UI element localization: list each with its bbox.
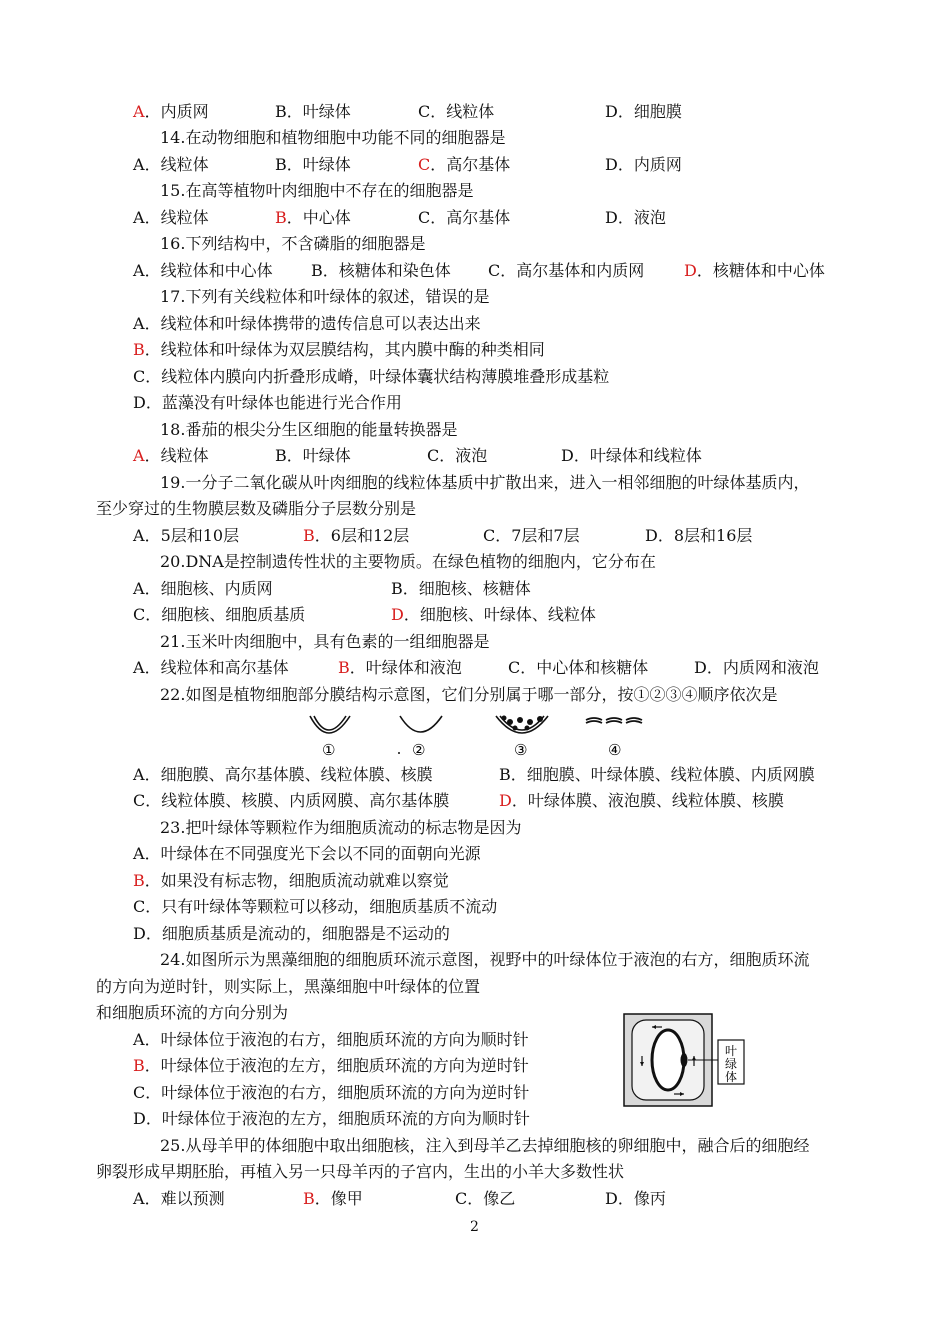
- option-key: C: [427, 446, 440, 465]
- question-stem: 卵裂形成早期胚胎，再植入另一只母羊丙的子宫内，生出的小羊大多数性状: [96, 1162, 625, 1181]
- question-stem: 和细胞质环流的方向分别为: [96, 1003, 289, 1022]
- option-key: C: [133, 791, 146, 810]
- option-text: ．8层和16层: [657, 526, 753, 545]
- answer-option: [275, 155, 351, 175]
- answer-option: [605, 1189, 666, 1209]
- option-text: ．5层和10层: [144, 526, 240, 545]
- answer-option: [275, 102, 351, 122]
- option-text: ．中心体: [286, 208, 351, 227]
- option-key: D: [605, 155, 618, 174]
- answer-option: [303, 1189, 363, 1209]
- answer-option: [694, 658, 819, 678]
- option-key: D: [694, 658, 707, 677]
- answer-option: [391, 579, 531, 599]
- option-text: ．线粒体: [430, 102, 495, 121]
- option-key: D: [561, 446, 574, 465]
- question-stem: 21.玉米叶肉细胞中，具有色素的一组细胞器是: [160, 632, 490, 651]
- option-key: B: [338, 658, 350, 677]
- option-key: C: [133, 897, 146, 916]
- option-key: D: [605, 208, 618, 227]
- answer-option: [133, 897, 497, 917]
- option-text: ．叶绿体位于液泡的左方，细胞质环流的方向为顺时针: [145, 1109, 530, 1128]
- question-stem: 19.一分子二氧化碳从叶肉细胞的线粒体基质中扩散出来，进入一相邻细胞的叶绿体基质内，: [160, 473, 810, 492]
- option-key: D: [645, 526, 658, 545]
- answer-option: [133, 261, 273, 281]
- option-text: ．线粒体和叶绿体携带的遗传信息可以表达出来: [144, 314, 481, 333]
- option-text: ．线粒体膜、核膜、内质网膜、高尔基体膜: [145, 791, 450, 810]
- cytoplasm-flow-figure: [622, 1012, 748, 1108]
- option-text: ．叶绿体膜、液泡膜、线粒体膜、核膜: [511, 791, 784, 810]
- option-key: D: [499, 791, 512, 810]
- question-stem: 17.下列有关线粒体和叶绿体的叙述，错误的是: [160, 287, 490, 306]
- option-text: ．高尔基体: [430, 155, 511, 174]
- option-key: B: [303, 1189, 315, 1208]
- answer-option: [133, 1083, 529, 1103]
- question-stem: 15.在高等植物叶肉细胞中不存在的细胞器是: [160, 181, 474, 200]
- answer-option: [133, 1056, 529, 1076]
- chloroplast-label-3: 体: [724, 1070, 738, 1084]
- option-text: ．核糖体和染色体: [322, 261, 451, 280]
- answer-option: [338, 658, 462, 678]
- option-text: ．线粒体: [144, 155, 209, 174]
- page-number: 2: [470, 1219, 479, 1235]
- option-text: ．细胞膜: [617, 102, 682, 121]
- answer-option: [508, 658, 648, 678]
- fig22-label-4: ④: [608, 741, 622, 758]
- option-text: ．叶绿体: [286, 446, 351, 465]
- answer-option: [418, 102, 494, 122]
- option-key: A: [133, 579, 145, 598]
- option-text: ．内质网: [617, 155, 682, 174]
- option-text: ．线粒体和中心体: [144, 261, 273, 280]
- answer-option: [133, 1189, 225, 1209]
- option-text: ．蓝藻没有叶绿体也能进行光合作用: [145, 393, 402, 412]
- option-key: B: [303, 526, 315, 545]
- option-text: ．线粒体: [144, 446, 209, 465]
- answer-option: [133, 367, 609, 387]
- answer-option: [133, 155, 209, 175]
- answer-option: [133, 765, 433, 785]
- answer-option: [483, 526, 580, 546]
- option-key: C: [418, 155, 431, 174]
- option-key: C: [133, 605, 146, 624]
- answer-option: [488, 261, 644, 281]
- option-text: ．线粒体和高尔基体: [144, 658, 289, 677]
- option-key: B: [275, 208, 287, 227]
- answer-option: [418, 155, 510, 175]
- option-text: ．7层和7层: [495, 526, 580, 545]
- question-stem: 25.从母羊甲的体细胞中取出细胞核，注入到母羊乙去掉细胞核的卵细胞中，融合后的细胞经: [160, 1136, 810, 1155]
- question-stem: 16.下列结构中，不含磷脂的细胞器是: [160, 234, 426, 253]
- membrane-3-diagram: [496, 716, 548, 734]
- option-text: ．叶绿体: [286, 102, 351, 121]
- answer-option: [561, 446, 702, 466]
- option-key: A: [133, 155, 145, 174]
- question-stem: 14.在动物细胞和植物细胞中功能不同的细胞器是: [160, 128, 506, 147]
- option-key: A: [133, 1030, 145, 1049]
- membrane-1-diagram: [310, 716, 350, 733]
- option-text: ．细胞膜、高尔基体膜、线粒体膜、核膜: [144, 765, 433, 784]
- answer-option: [605, 102, 682, 122]
- option-key: A: [133, 446, 145, 465]
- option-text: ．叶绿体: [286, 155, 351, 174]
- option-key: B: [311, 261, 323, 280]
- option-key: A: [133, 208, 145, 227]
- option-text: ．细胞核、叶绿体、线粒体: [403, 605, 596, 624]
- option-text: ．细胞核、内质网: [144, 579, 273, 598]
- fig22-label-3: ③: [514, 741, 528, 758]
- option-text: ．中心体和核糖体: [520, 658, 649, 677]
- option-text: ．核糖体和中心体: [696, 261, 825, 280]
- option-text: ．叶绿体在不同强度光下会以不同的面朝向光源: [144, 844, 481, 863]
- answer-option: [133, 208, 209, 228]
- option-text: ．叶绿体位于液泡的右方，细胞质环流的方向为顺时针: [144, 1030, 529, 1049]
- option-key: C: [455, 1189, 468, 1208]
- option-key: C: [133, 367, 146, 386]
- fig22-label-2: ②: [412, 741, 426, 758]
- option-key: A: [133, 102, 145, 121]
- answer-option: [311, 261, 451, 281]
- option-text: ．像甲: [314, 1189, 363, 1208]
- answer-option: [133, 1109, 530, 1129]
- option-text: ．细胞质基质是流动的，细胞器是不运动的: [145, 924, 450, 943]
- option-text: ．叶绿体位于液泡的左方，细胞质环流的方向为逆时针: [144, 1056, 529, 1075]
- answer-option: [418, 208, 510, 228]
- answer-option: [645, 526, 752, 546]
- question-stem: 20.DNA是控制遗传性状的主要物质。在绿色植物的细胞内，它分布在: [160, 552, 656, 571]
- option-key: D: [391, 605, 404, 624]
- answer-option: [275, 208, 351, 228]
- option-key: C: [483, 526, 496, 545]
- option-key: B: [133, 340, 145, 359]
- answer-option: [133, 924, 450, 944]
- option-text: ．线粒体: [144, 208, 209, 227]
- option-key: B: [275, 446, 287, 465]
- answer-option: [684, 261, 825, 281]
- question-stem: 18.番茄的根尖分生区细胞的能量转换器是: [160, 420, 458, 439]
- option-text: ．线粒体和叶绿体为双层膜结构，其内膜中酶的种类相同: [144, 340, 545, 359]
- option-text: ．难以预测: [144, 1189, 225, 1208]
- question-stem: 22.如图是植物细胞部分膜结构示意图，它们分别属于哪一部分，按①②③④顺序依次是: [160, 685, 778, 704]
- answer-option: [133, 102, 209, 122]
- option-text: ．6层和12层: [314, 526, 410, 545]
- answer-option: [133, 579, 273, 599]
- answer-option: [499, 765, 815, 785]
- option-text: ．叶绿体位于液泡的右方，细胞质环流的方向为逆时针: [145, 1083, 530, 1102]
- answer-option: [133, 605, 305, 625]
- option-text: ．叶绿体和液泡: [349, 658, 462, 677]
- chloroplast-label-1: 叶: [724, 1044, 738, 1058]
- option-key: D: [605, 1189, 618, 1208]
- option-key: B: [275, 102, 287, 121]
- answer-option: [133, 1030, 529, 1050]
- option-key: B: [391, 579, 403, 598]
- option-text: ．像丙: [617, 1189, 666, 1208]
- option-key: D: [605, 102, 618, 121]
- answer-option: [605, 208, 666, 228]
- option-key: D: [684, 261, 697, 280]
- membrane-figure: [300, 712, 660, 758]
- option-text: ．内质网和液泡: [706, 658, 819, 677]
- answer-option: [133, 393, 402, 413]
- option-text: ．细胞膜、叶绿体膜、线粒体膜、内质网膜: [510, 765, 815, 784]
- option-key: C: [508, 658, 521, 677]
- option-key: C: [418, 102, 431, 121]
- option-key: A: [133, 261, 145, 280]
- answer-option: [133, 446, 209, 466]
- option-text: ．只有叶绿体等颗粒可以移动，细胞质基质不流动: [145, 897, 498, 916]
- option-key: D: [133, 924, 146, 943]
- option-text: ．内质网: [144, 102, 209, 121]
- option-key: C: [488, 261, 501, 280]
- option-key: A: [133, 314, 145, 333]
- fig22-label-1: ①: [322, 741, 336, 758]
- question-stem: 的方向为逆时针，则实际上，黑藻细胞中叶绿体的位置: [96, 977, 481, 996]
- option-text: ．像乙: [467, 1189, 516, 1208]
- answer-option: [455, 1189, 515, 1209]
- answer-option: [391, 605, 596, 625]
- option-text: ．叶绿体和线粒体: [573, 446, 702, 465]
- answer-option: [275, 446, 351, 466]
- option-key: B: [499, 765, 511, 784]
- option-key: A: [133, 765, 145, 784]
- option-key: B: [275, 155, 287, 174]
- option-key: B: [133, 1056, 145, 1075]
- option-key: A: [133, 658, 145, 677]
- option-key: B: [133, 871, 145, 890]
- answer-option: [133, 340, 545, 360]
- chloroplast-label-2: 绿: [724, 1057, 738, 1071]
- option-text: ．液泡: [617, 208, 666, 227]
- option-text: ．高尔基体: [430, 208, 511, 227]
- option-key: A: [133, 844, 145, 863]
- answer-option: [133, 314, 481, 334]
- option-key: A: [133, 1189, 145, 1208]
- question-stem: 至少穿过的生物膜层数及磷脂分子层数分别是: [96, 499, 417, 518]
- option-text: ．高尔基体和内质网: [500, 261, 645, 280]
- answer-option: [133, 658, 289, 678]
- option-key: D: [133, 1109, 146, 1128]
- option-key: C: [133, 1083, 146, 1102]
- answer-option: [427, 446, 487, 466]
- answer-option: [133, 791, 449, 811]
- membrane-4-diagram: [586, 718, 642, 723]
- answer-option: [499, 791, 784, 811]
- option-text: ．细胞核、细胞质基质: [145, 605, 306, 624]
- option-key: A: [133, 526, 145, 545]
- answer-option: [303, 526, 409, 546]
- option-key: C: [418, 208, 431, 227]
- answer-option: [133, 526, 239, 546]
- option-text: ．液泡: [439, 446, 488, 465]
- question-stem: 24.如图所示为黑藻细胞的细胞质环流示意图，视野中的叶绿体位于液泡的右方，细胞质环流: [160, 950, 810, 969]
- option-text: ．如果没有标志物，细胞质流动就难以察觉: [144, 871, 449, 890]
- answer-option: [133, 844, 481, 864]
- option-key: D: [133, 393, 146, 412]
- option-text: ．细胞核、核糖体: [402, 579, 531, 598]
- answer-option: [133, 871, 449, 891]
- option-text: ．线粒体内膜向内折叠形成嵴，叶绿体囊状结构薄膜堆叠形成基粒: [145, 367, 610, 386]
- question-stem: 23.把叶绿体等颗粒作为细胞质流动的标志物是因为: [160, 818, 522, 837]
- answer-option: [605, 155, 682, 175]
